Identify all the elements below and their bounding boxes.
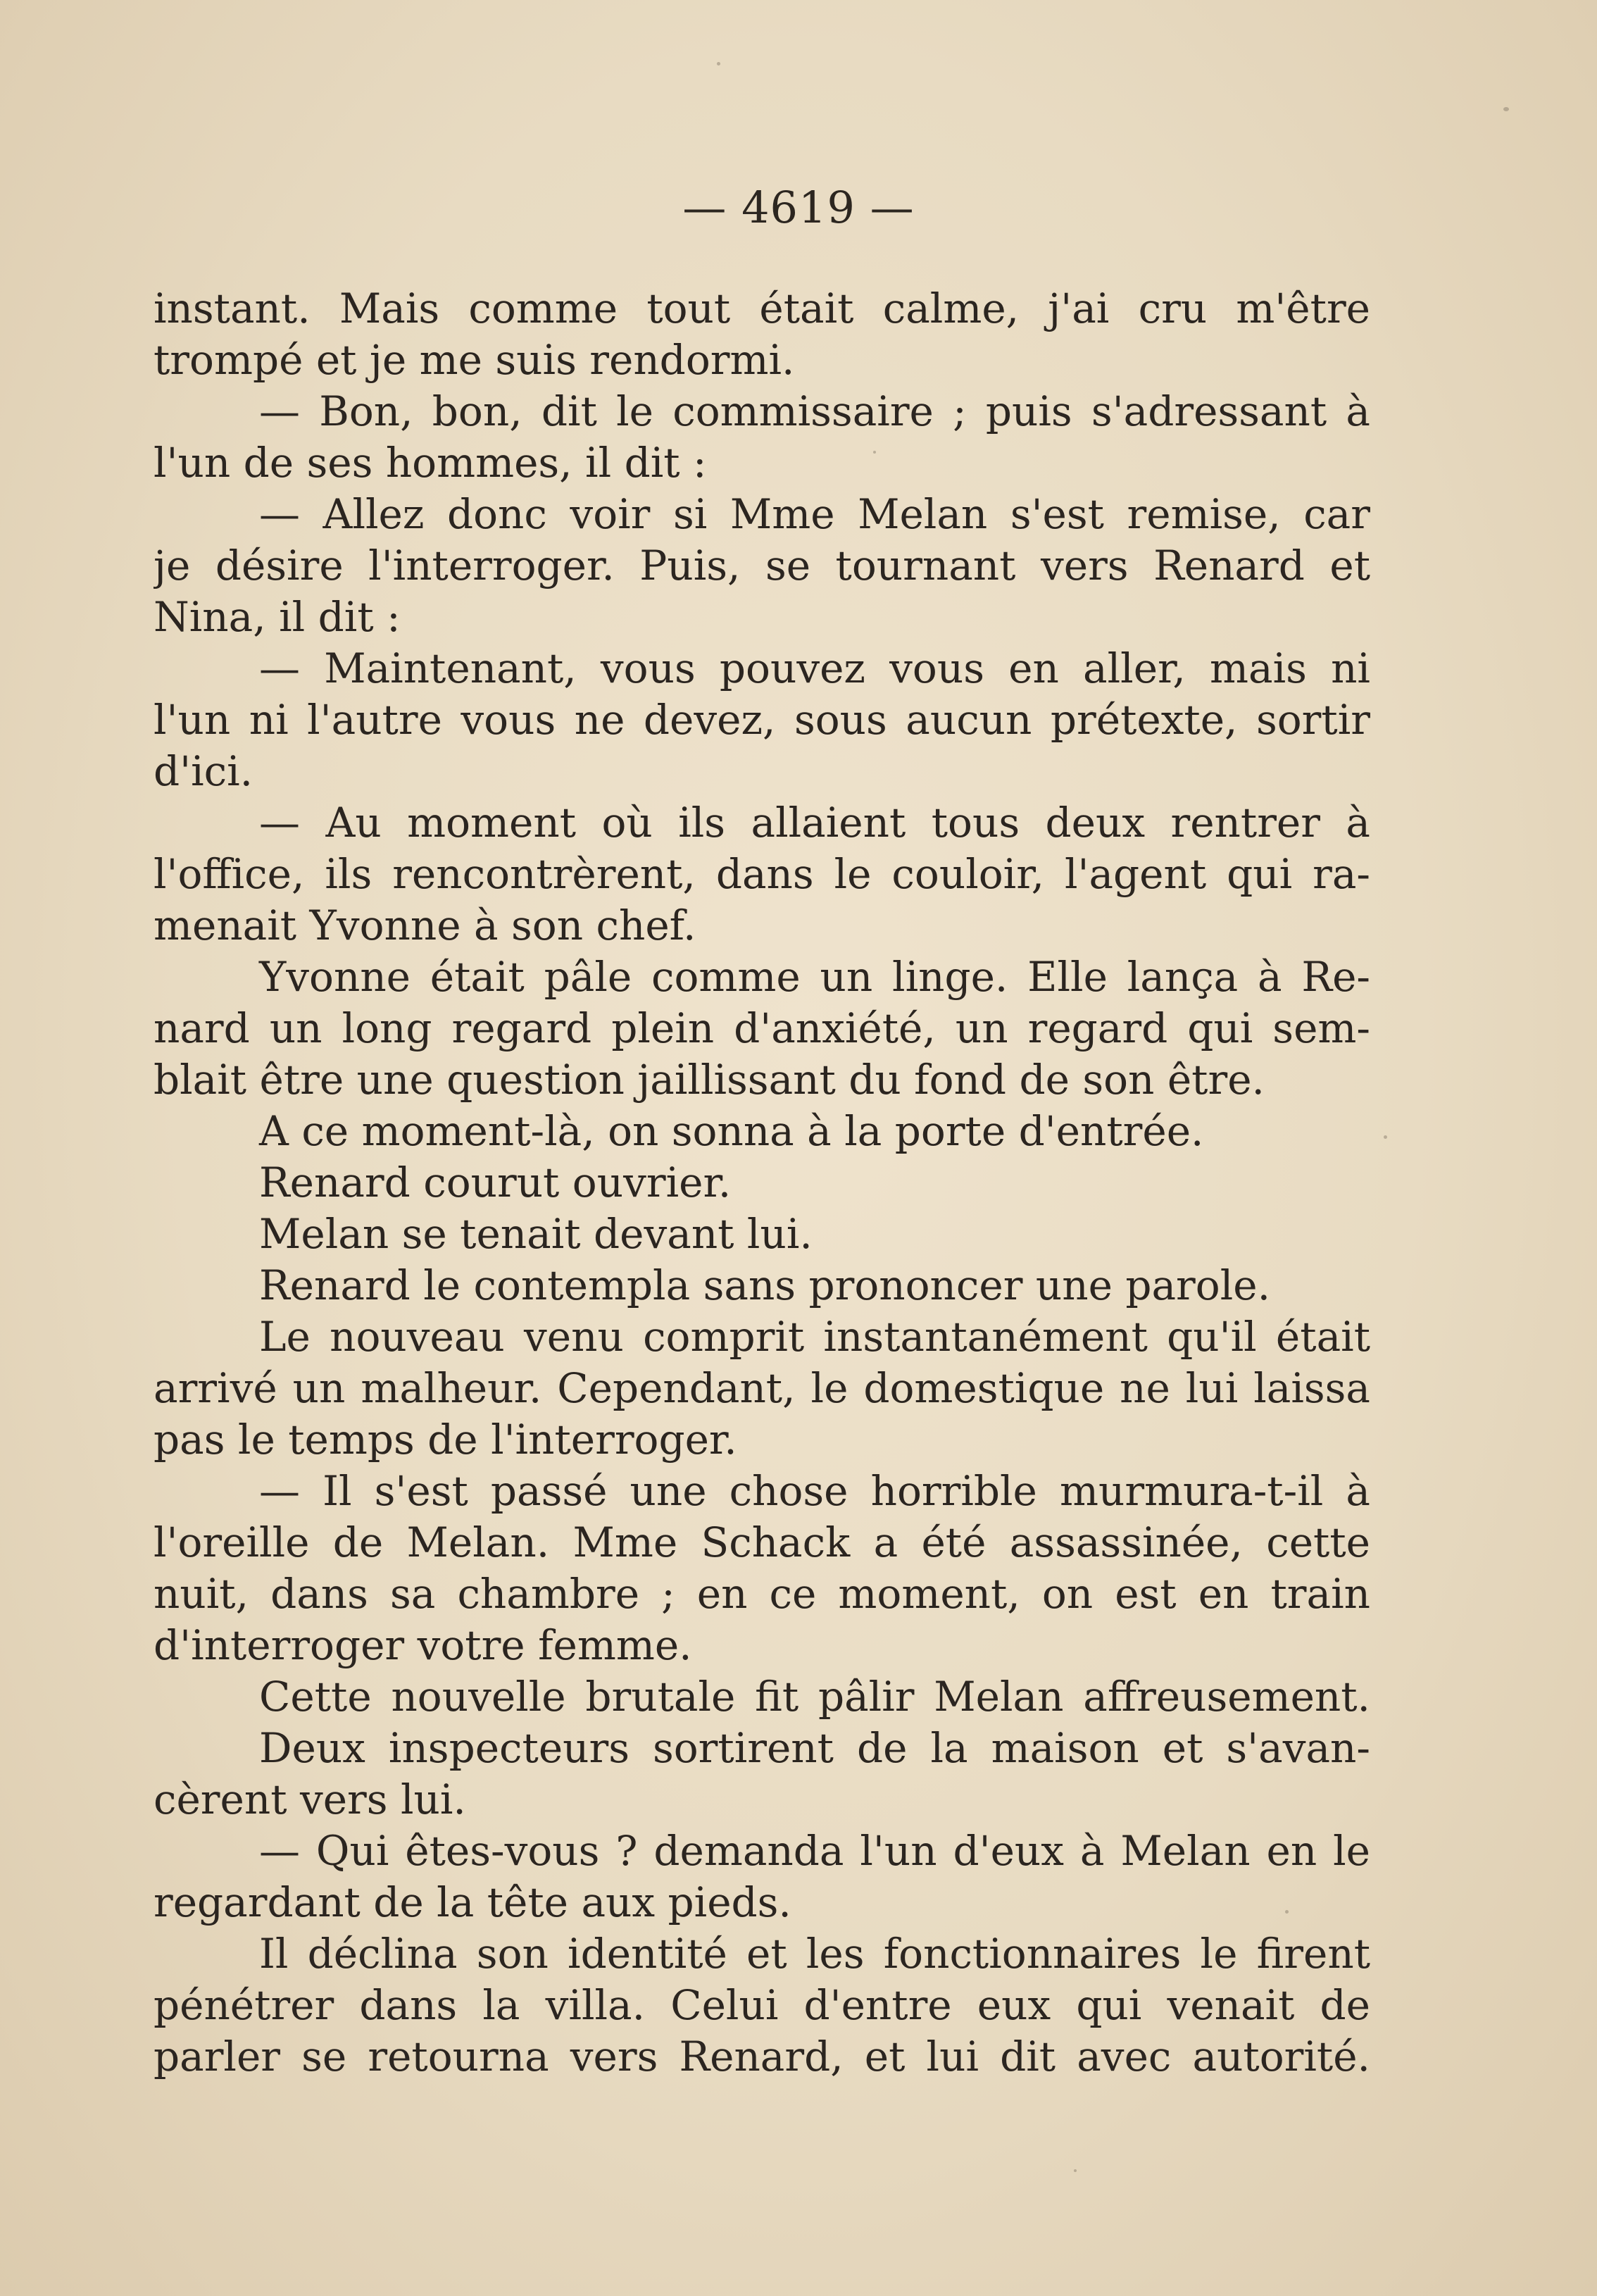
- text-line: d'ici.: [154, 747, 253, 795]
- text-block: [154, 283, 1370, 2083]
- paper-speck: [1074, 2169, 1077, 2172]
- text-line: pénétrer dans la villa. Celui d'entre eux qui venait de: [154, 1981, 1370, 2029]
- text-line: A ce moment-là, on sonna à la porte d'entrée.: [259, 1107, 1204, 1155]
- text-line: — Il s'est passé une chose horrible murmura-t-il à: [259, 1467, 1370, 1515]
- text-line: — Allez donc voir si Mme Melan s'est remise, car: [259, 490, 1370, 538]
- text-line: Deux inspecteurs sortirent de la maison et s'avan-: [259, 1724, 1370, 1772]
- text-line: nard un long regard plein d'anxiété, un regard qui sem-: [154, 1004, 1370, 1052]
- text-line: l'office, ils rencontrèrent, dans le couloir, l'agent qui ra-: [154, 850, 1370, 898]
- text-line: — Bon, bon, dit le commissaire ; puis s'adressant à: [259, 387, 1370, 435]
- paper-speck: [873, 451, 876, 454]
- text-line: l'un de ses hommes, il dit :: [154, 439, 707, 487]
- paper-speck: [717, 62, 720, 65]
- text-line: Yvonne était pâle comme un linge. Elle lança à Re-: [259, 953, 1370, 1001]
- text-line: cèrent vers lui.: [154, 1776, 466, 1823]
- text-line: instant. Mais comme tout était calme, j'ai cru m'être: [154, 285, 1370, 332]
- paper-speck: [1384, 1135, 1387, 1139]
- text-line: d'interroger votre femme.: [154, 1621, 692, 1669]
- text-line: menait Yvonne à son chef.: [154, 901, 696, 949]
- text-line: Cette nouvelle brutale fit pâlir Melan affreusement.: [259, 1673, 1370, 1721]
- text-line: — Au moment où ils allaient tous deux rentrer à: [259, 799, 1370, 847]
- text-line: Nina, il dit :: [154, 593, 401, 641]
- page-number: — 4619 —: [682, 182, 915, 233]
- text-line: regardant de la tête aux pieds.: [154, 1878, 791, 1926]
- text-line: l'oreille de Melan. Mme Schack a été assassinée, cette: [154, 1518, 1370, 1566]
- text-line: Il déclina son identité et les fonctionnaires le firent: [259, 1930, 1370, 1978]
- text-line: Renard le contempla sans prononcer une parole.: [259, 1261, 1271, 1309]
- paper-speck: [1503, 107, 1509, 111]
- text-line: je désire l'interroger. Puis, se tournant vers Renard et: [154, 542, 1370, 589]
- text-line: arrivé un malheur. Cependant, le domestique ne lui laissa: [154, 1364, 1370, 1412]
- text-line: nuit, dans sa chambre ; en ce moment, on est en train: [154, 1570, 1370, 1618]
- text-line: Renard courut ouvrier.: [259, 1159, 732, 1206]
- text-line: blait être une question jaillissant du fond de son être.: [154, 1056, 1265, 1104]
- text-line: parler se retourna vers Renard, et lui dit avec autorité.: [154, 2033, 1370, 2080]
- text-line: l'un ni l'autre vous ne devez, sous aucun prétexte, sortir: [154, 696, 1370, 744]
- text-line: Le nouveau venu comprit instantanément qu'il était: [259, 1313, 1370, 1361]
- text-line: — Qui êtes-vous ? demanda l'un d'eux à Melan en le: [259, 1827, 1370, 1875]
- text-line: — Maintenant, vous pouvez vous en aller, mais ni: [259, 644, 1370, 692]
- paper-speck: [1285, 1910, 1289, 1914]
- text-line: Melan se tenait devant lui.: [259, 1210, 813, 1258]
- text-line: trompé et je me suis rendormi.: [154, 336, 795, 384]
- text-line: pas le temps de l'interroger.: [154, 1416, 737, 1464]
